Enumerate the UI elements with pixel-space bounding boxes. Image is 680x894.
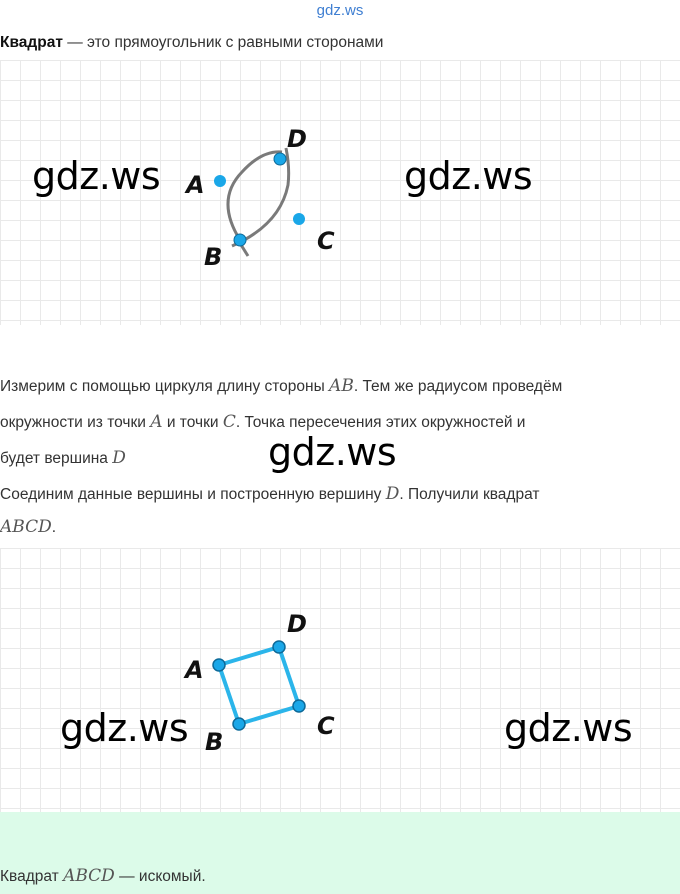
paragraph-line-1: [0, 376, 562, 396]
site-header[interactable]: gdz.ws: [316, 2, 364, 19]
text: . Тем же радиусом проведём: [353, 378, 563, 395]
math-abcd: ABCD: [0, 517, 52, 537]
figure-2-svg: [0, 548, 680, 812]
point-c: [293, 700, 305, 712]
point-d: [273, 641, 285, 653]
answer-line: [0, 866, 206, 886]
text: окружности из точки: [0, 414, 151, 431]
math-a: A: [150, 412, 163, 432]
label-b: B: [204, 243, 223, 271]
math-d: D: [112, 448, 126, 468]
label-a: A: [186, 171, 205, 199]
text: Измерим с помощью циркуля длину стороны: [0, 378, 330, 395]
math-abcd: ABCD: [63, 866, 115, 886]
text: . Получили квадрат: [399, 486, 540, 503]
paragraph-line-5: [0, 517, 56, 537]
watermark: gdz.ws: [504, 706, 633, 750]
text: и точки: [162, 414, 223, 431]
paragraph-line-3: [0, 448, 126, 468]
point-b: [233, 718, 245, 730]
intro-text: — это прямоугольник с равными сторонами: [62, 34, 384, 51]
math-c: C: [222, 412, 236, 432]
watermark: gdz.ws: [32, 154, 161, 198]
point-d: [274, 153, 286, 165]
paragraph-line-4: [0, 484, 539, 504]
point-a: [213, 659, 225, 671]
square-abcd: [219, 647, 299, 724]
paragraph-line-2: [0, 412, 525, 432]
text: будет вершина: [0, 450, 113, 467]
label-d: D: [287, 125, 307, 153]
intro-term: Квадрат: [0, 34, 63, 51]
text: Соединим данные вершины и построенную вершину: [0, 486, 386, 503]
figure-square: [0, 548, 680, 812]
watermark: gdz.ws: [404, 154, 533, 198]
watermark: gdz.ws: [60, 706, 189, 750]
arc-from-a: [228, 152, 282, 240]
text: . Точка пересечения этих окружностей и: [235, 414, 526, 431]
text: — искомый.: [114, 868, 206, 885]
point-c: [293, 213, 305, 225]
point-b: [234, 234, 246, 246]
point-a: [214, 175, 226, 187]
math-ab: AB: [329, 376, 354, 396]
label-d: D: [287, 610, 307, 638]
label-c: C: [317, 712, 335, 740]
watermark: gdz.ws: [268, 430, 397, 474]
answer-box: [0, 812, 680, 894]
label-c: C: [317, 227, 335, 255]
text: Квадрат: [0, 868, 64, 885]
label-a: A: [185, 656, 204, 684]
math-d: D: [385, 484, 400, 504]
label-b: B: [205, 728, 224, 756]
intro-line: [0, 34, 383, 52]
text: .: [51, 519, 57, 536]
